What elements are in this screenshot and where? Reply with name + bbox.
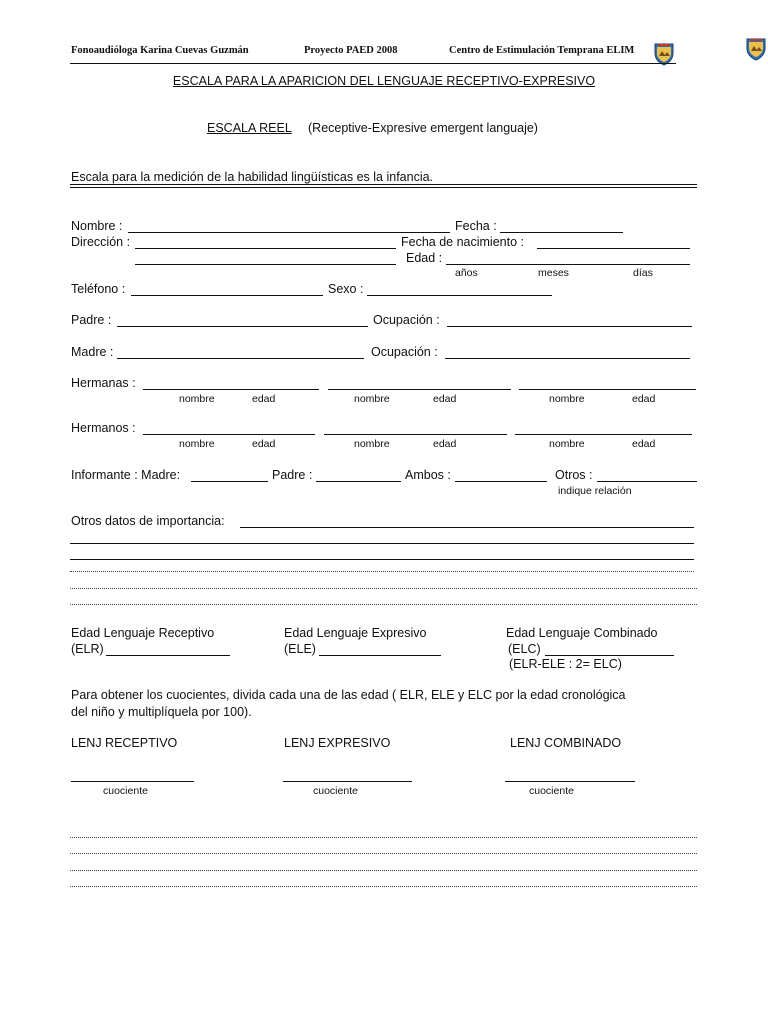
hermanas-edad-caption: edad bbox=[632, 393, 656, 405]
telefono-field[interactable] bbox=[131, 295, 323, 296]
notes-dotted-line[interactable] bbox=[70, 870, 697, 871]
fecha-label: Fecha : bbox=[455, 219, 497, 233]
informante-madre-field[interactable] bbox=[191, 481, 268, 482]
informante-otros-label: Otros : bbox=[555, 468, 593, 482]
header-center: Centro de Estimulación Temprana ELIM bbox=[449, 45, 635, 56]
ele-label: (ELE) bbox=[284, 642, 316, 656]
page-title: ESCALA PARA LA APARICION DEL LENGUAJE RECEPTIVO-EXPRESIVO bbox=[172, 74, 596, 88]
cuociente-receptivo-field[interactable] bbox=[71, 781, 194, 782]
madre-ocupacion-label: Ocupación : bbox=[371, 345, 438, 359]
padre-ocupacion-label: Ocupación : bbox=[373, 313, 440, 327]
cuociente-receptivo-caption: cuociente bbox=[103, 785, 148, 797]
informante-padre-label: Padre : bbox=[272, 468, 313, 482]
otros-datos-dotted-line[interactable] bbox=[70, 588, 697, 589]
hermanos-field-1[interactable] bbox=[143, 434, 315, 435]
hermanos-edad-caption: edad bbox=[252, 438, 276, 450]
hermanas-field-1[interactable] bbox=[143, 389, 319, 390]
otros-datos-field[interactable] bbox=[240, 527, 694, 528]
cuociente-expresivo-caption: cuociente bbox=[313, 785, 358, 797]
ele-field[interactable] bbox=[319, 655, 441, 656]
cuociente-combinado-field[interactable] bbox=[505, 781, 635, 782]
lenj-expresivo-label: LENJ EXPRESIVO bbox=[284, 736, 391, 750]
edad-expresivo-label: Edad Lenguaje Expresivo bbox=[284, 626, 427, 640]
hermanas-edad-caption: edad bbox=[433, 393, 457, 405]
hermanas-nombre-caption: nombre bbox=[354, 393, 390, 405]
direccion-field-2[interactable] bbox=[135, 264, 396, 265]
hermanas-field-2[interactable] bbox=[328, 389, 511, 390]
madre-field[interactable] bbox=[117, 358, 364, 359]
fecha-field[interactable] bbox=[500, 232, 623, 233]
elr-label: (ELR) bbox=[71, 642, 104, 656]
elr-field[interactable] bbox=[106, 655, 230, 656]
direccion-label: Dirección : bbox=[71, 235, 131, 249]
hermanos-edad-caption: edad bbox=[632, 438, 656, 450]
direccion-field[interactable] bbox=[135, 248, 396, 249]
fecha-nacimiento-label: Fecha de nacimiento : bbox=[401, 235, 524, 249]
otros-datos-label: Otros datos de importancia: bbox=[71, 514, 225, 528]
hermanos-nombre-caption: nombre bbox=[179, 438, 215, 450]
informante-ambos-field[interactable] bbox=[455, 481, 547, 482]
instructions-line-2: del niño y multiplíquela por 100). bbox=[71, 705, 252, 719]
intro-rule bbox=[70, 187, 697, 188]
edad-field[interactable] bbox=[446, 264, 690, 265]
instructions-line-1: Para obtener los cuocientes, divida cada una de las edad ( ELR, ELE y ELC por la edad cronológica bbox=[71, 688, 626, 702]
scale-name: ESCALA REEL bbox=[207, 121, 292, 135]
shield-icon bbox=[744, 36, 768, 62]
edad-meses-caption: meses bbox=[538, 267, 569, 279]
sexo-label: Sexo : bbox=[328, 282, 364, 296]
hermanas-field-3[interactable] bbox=[519, 389, 696, 390]
cuociente-combinado-caption: cuociente bbox=[529, 785, 574, 797]
edad-dias-caption: días bbox=[633, 267, 653, 279]
notes-dotted-line[interactable] bbox=[70, 853, 697, 854]
nombre-label: Nombre : bbox=[71, 219, 123, 233]
scale-description: (Receptive-Expresive emergent languaje) bbox=[308, 121, 538, 135]
edad-label: Edad : bbox=[406, 251, 443, 265]
elc-label: (ELC) bbox=[508, 642, 541, 656]
nombre-field[interactable] bbox=[128, 232, 450, 233]
elc-field[interactable] bbox=[545, 655, 674, 656]
hermanas-edad-caption: edad bbox=[252, 393, 276, 405]
edad-receptivo-label: Edad Lenguaje Receptivo bbox=[71, 626, 215, 640]
informante-padre-field[interactable] bbox=[316, 481, 401, 482]
otros-datos-line[interactable] bbox=[70, 559, 694, 560]
informante-otros-field[interactable] bbox=[597, 481, 697, 482]
intro-rule bbox=[70, 184, 697, 185]
elc-formula: (ELR-ELE : 2= ELC) bbox=[509, 657, 622, 671]
hermanos-edad-caption: edad bbox=[433, 438, 457, 450]
hermanos-field-3[interactable] bbox=[515, 434, 692, 435]
header-author: Fonoaudióloga Karina Cuevas Guzmán bbox=[71, 45, 249, 56]
madre-label: Madre : bbox=[71, 345, 114, 359]
padre-field[interactable] bbox=[117, 326, 368, 327]
hermanas-nombre-caption: nombre bbox=[179, 393, 215, 405]
lenj-receptivo-label: LENJ RECEPTIVO bbox=[71, 736, 178, 750]
hermanos-field-2[interactable] bbox=[324, 434, 507, 435]
cuociente-expresivo-field[interactable] bbox=[283, 781, 412, 782]
telefono-label: Teléfono : bbox=[71, 282, 126, 296]
edad-combinado-label: Edad Lenguaje Combinado bbox=[506, 626, 658, 640]
edad-anos-caption: años bbox=[455, 267, 478, 279]
notes-dotted-line[interactable] bbox=[70, 837, 697, 838]
sexo-field[interactable] bbox=[367, 295, 552, 296]
otros-datos-dotted-line[interactable] bbox=[70, 571, 694, 572]
header-rule bbox=[70, 63, 676, 64]
hermanos-label: Hermanos : bbox=[71, 421, 136, 435]
notes-dotted-line[interactable] bbox=[70, 886, 697, 887]
informante-ambos-label: Ambos : bbox=[405, 468, 451, 482]
padre-ocupacion-field[interactable] bbox=[447, 326, 692, 327]
intro-text: Escala para la medición de la habilidad lingüísticas es la infancia. bbox=[71, 170, 434, 184]
fecha-nacimiento-field[interactable] bbox=[537, 248, 690, 249]
header-project: Proyecto PAED 2008 bbox=[304, 45, 398, 56]
otros-datos-line[interactable] bbox=[70, 543, 694, 544]
lenj-combinado-label: LENJ COMBINADO bbox=[510, 736, 622, 750]
madre-ocupacion-field[interactable] bbox=[445, 358, 690, 359]
indique-relacion-caption: indique relación bbox=[558, 485, 632, 497]
hermanas-label: Hermanas : bbox=[71, 376, 136, 390]
informante-label: Informante : Madre: bbox=[71, 468, 181, 482]
hermanos-nombre-caption: nombre bbox=[549, 438, 585, 450]
hermanas-nombre-caption: nombre bbox=[549, 393, 585, 405]
padre-label: Padre : bbox=[71, 313, 112, 327]
hermanos-nombre-caption: nombre bbox=[354, 438, 390, 450]
otros-datos-dotted-line[interactable] bbox=[70, 604, 697, 605]
